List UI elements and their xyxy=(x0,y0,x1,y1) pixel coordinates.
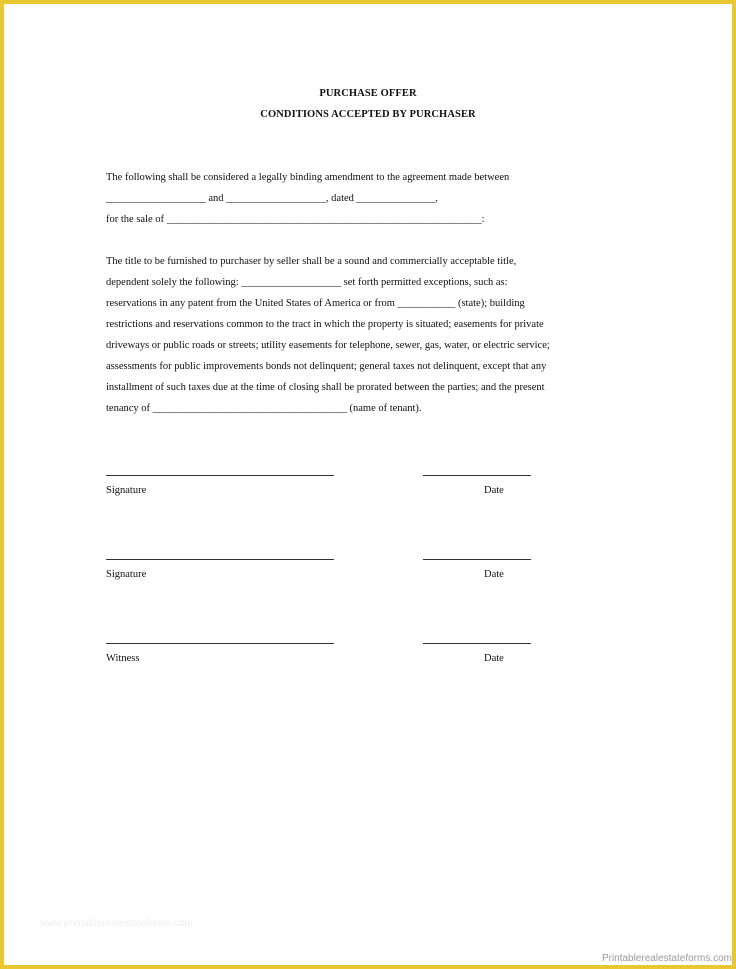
date-label-3: Date xyxy=(484,653,504,664)
document-title: PURCHASE OFFER xyxy=(319,88,417,99)
signature-label-2: Signature xyxy=(106,569,147,580)
watermark-right[interactable]: Printablerealestateforms.com xyxy=(601,953,732,964)
paragraph2-line-3: reservations in any patent from the United States of America or from ___________ (state); building xyxy=(106,298,525,309)
date-line-2[interactable] xyxy=(423,559,531,560)
signature-line-2[interactable] xyxy=(106,559,334,560)
signature-label-1: Signature xyxy=(106,485,147,496)
signature-line-1[interactable] xyxy=(106,475,334,476)
paragraph2-line-6: assessments for public improvements bonds not delinquent; general taxes not delinquent, except that any xyxy=(106,361,547,372)
paragraph1-line-1: The following shall be considered a legally binding amendment to the agreement made between xyxy=(106,172,510,183)
paragraph2-line-8: tenancy of _____________________________________ (name of tenant). xyxy=(106,403,422,414)
paragraph1-line-2: ___________________ and ___________________, dated _______________, xyxy=(106,193,438,204)
date-label-2: Date xyxy=(484,569,504,580)
paragraph2-line-7: installment of such taxes due at the time of closing shall be prorated between the parties; and the present xyxy=(106,382,545,393)
document-page xyxy=(4,4,732,965)
date-line-1[interactable] xyxy=(423,475,531,476)
date-label-1: Date xyxy=(484,485,504,496)
paragraph2-line-2: dependent solely the following: ___________________ set forth permitted exceptions, such as: xyxy=(106,277,508,288)
paragraph2-line-4: restrictions and reservations common to the tract in which the property is situated; easements for private xyxy=(106,319,544,330)
date-line-3[interactable] xyxy=(423,643,531,644)
witness-line[interactable] xyxy=(106,643,334,644)
witness-label: Witness xyxy=(106,653,140,664)
paragraph1-line-3: for the sale of ____________________________________________________________: xyxy=(106,214,485,225)
paragraph2-line-1: The title to be furnished to purchaser by seller shall be a sound and commercially acceptable title, xyxy=(106,256,517,267)
watermark-left: www.printablerealestateforms.com xyxy=(40,918,193,929)
paragraph2-line-5: driveways or public roads or streets; utility easements for telephone, sewer, gas, water, or electric service; xyxy=(106,340,550,351)
document-subtitle: CONDITIONS ACCEPTED BY PURCHASER xyxy=(260,109,476,120)
